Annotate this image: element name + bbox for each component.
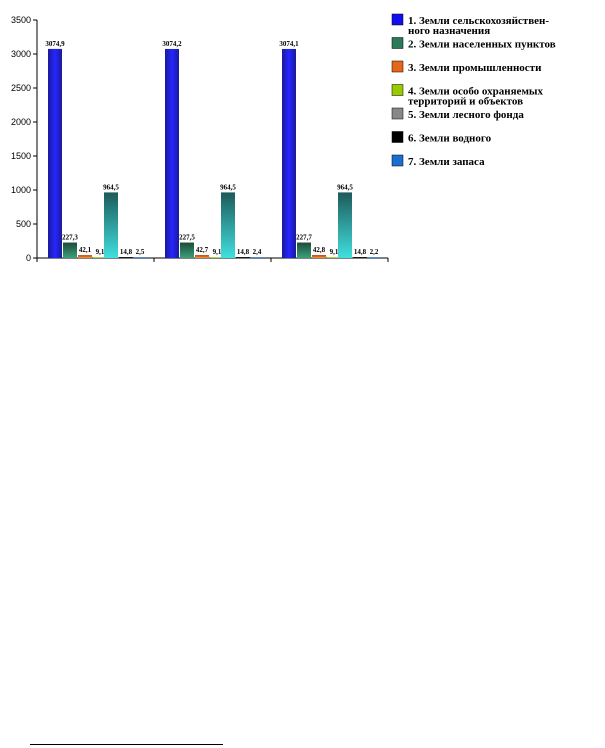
legend-swatch [392,132,403,143]
footnote-separator [30,744,223,745]
data-label: 227,3 [62,233,78,242]
bar-series-5 [338,192,352,258]
data-label: 227,7 [296,233,312,242]
y-tick-label: 3500 [10,15,31,25]
legend-swatch [392,38,403,49]
bar-series-3 [312,255,326,258]
legend-label: 4. Земли особо охраняемых [408,85,544,98]
legend-swatch [392,108,403,119]
y-tick-label: 2000 [10,117,31,127]
legend [392,14,556,168]
legend-label: 5. Земли лесного фонда [408,109,524,121]
data-label: 227,5 [179,233,195,242]
data-label: 14,8 [119,247,133,256]
bar-series-2 [297,243,311,258]
bar-series-7 [367,257,381,258]
legend-swatch [392,85,403,96]
legend-label: 2. Земли населенных пунктов [408,38,556,51]
data-label: 3074,9 [45,39,65,48]
bar-series-5 [104,192,118,258]
y-tick-label: 1000 [10,185,31,195]
data-label: 3074,2 [162,39,182,48]
y-tick-label: 500 [15,219,31,229]
bar-series-3 [78,255,92,258]
y-tick-label: 1500 [10,151,31,161]
bar-series-1 [165,49,179,258]
data-label: 42,8 [312,246,326,255]
y-tick-label: 3000 [10,49,31,59]
bar-series-1 [48,49,62,258]
data-label: 2,2 [369,248,379,257]
legend-label: 1. Земли сельскохозяйствен- [408,15,550,27]
bar-series-6 [353,257,367,258]
bar-series-2 [63,243,77,258]
bar-series-7 [250,257,264,258]
bar-series-2 [180,243,194,258]
data-label: 9,1 [329,248,339,257]
data-label: 2,4 [252,248,262,257]
data-label: 14,8 [353,247,367,256]
legend-swatch [392,61,403,72]
bar-chart [0,0,605,300]
legend-label: ного назначения [408,25,491,37]
y-tick-label: 2500 [10,83,31,93]
bar-series-1 [282,49,296,258]
legend-label: территорий и объектов [408,95,524,108]
bar-series-3 [195,255,209,258]
bar-series-7 [133,257,147,258]
data-label: 964,5 [220,183,236,192]
data-label: 964,5 [337,183,353,192]
legend-label: 3. Земли промышленности [408,62,542,74]
data-label: 9,1 [95,248,105,257]
legend-label: 6. Земли водного [408,132,492,145]
y-tick-label: 0 [25,253,31,263]
data-label: 14,8 [236,247,250,256]
bar-series-6 [119,257,133,258]
bar-series-6 [236,257,250,258]
data-label: 964,5 [103,183,119,192]
data-label: 2,5 [135,248,145,257]
data-label: 42,7 [195,246,209,255]
legend-swatch [392,14,403,25]
plot-area [11,15,388,263]
data-label: 9,1 [212,248,222,257]
data-label: 3074,1 [279,39,299,48]
data-label: 42,1 [78,246,92,255]
legend-label: 7. Земли запаса [408,156,485,168]
bar-series-5 [221,192,235,258]
legend-swatch [392,155,403,166]
